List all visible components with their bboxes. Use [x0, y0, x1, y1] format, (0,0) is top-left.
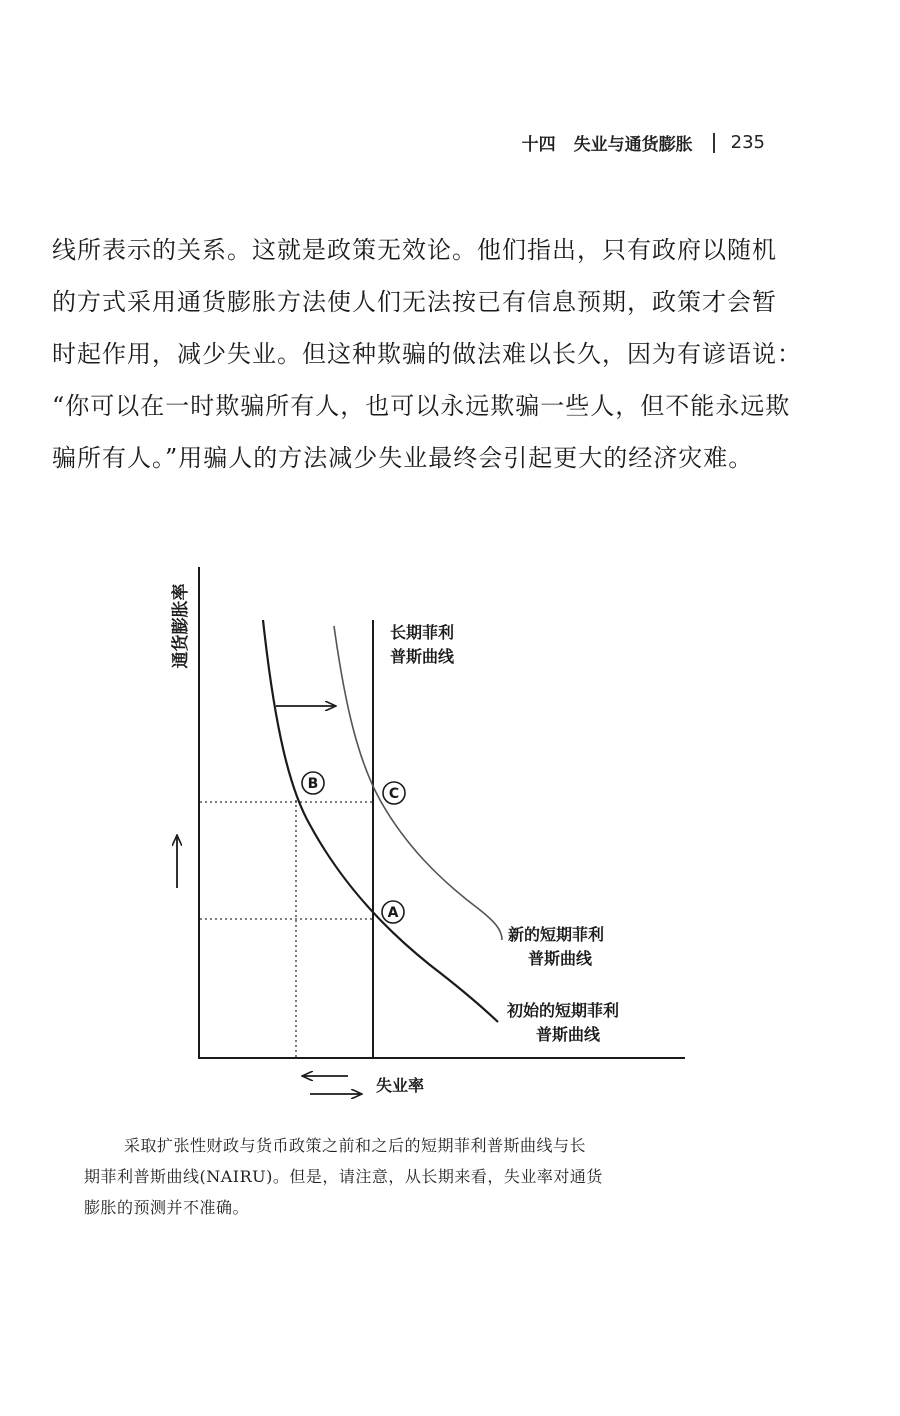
new-short-run-curve: [334, 626, 502, 940]
long-run-label-line-1: 长期菲利: [390, 623, 455, 642]
initial-curve-label-line-1: 初始的短期菲利: [507, 1001, 620, 1020]
initial-curve-label-line-2: 普斯曲线: [536, 1025, 601, 1044]
body-paragraph: [52, 224, 802, 484]
initial-short-run-curve: [263, 620, 498, 1022]
long-run-label-line-2: 普斯曲线: [390, 647, 455, 666]
figure-caption: [84, 1130, 754, 1223]
chapter-number: 十四: [521, 135, 556, 155]
body-line-2: 的方式采用通货膨胀方法使人们无法按已有信息预期，政策才会暂: [52, 288, 777, 316]
new-curve-label-line-1: 新的短期菲利: [508, 925, 605, 944]
chapter-title: 失业与通货膨胀: [573, 135, 693, 155]
running-header: [522, 130, 765, 155]
page-number: 235: [730, 132, 765, 153]
body-line-5: 骗所有人。”用骗人的方法减少失业最终会引起更大的经济灾难。: [52, 444, 754, 472]
point-b-marker: [302, 772, 324, 794]
new-curve-label-line-2: 普斯曲线: [528, 949, 593, 968]
caption-line-3: 膨胀的预测并不准确。: [84, 1198, 250, 1217]
point-a-label: A: [387, 905, 399, 921]
body-line-1: 线所表示的关系。这就是政策无效论。他们指出，只有政府以随机: [52, 236, 777, 264]
x-axis-label: 失业率: [376, 1076, 425, 1095]
body-line-3: 时起作用，减少失业。但这种欺骗的做法难以长久，因为有谚语说：: [52, 340, 802, 368]
phillips-curve-figure: [150, 560, 710, 1120]
caption-line-1: 采取扩张性财政与货币政策之前和之后的短期菲利普斯曲线与长: [124, 1136, 587, 1155]
point-b-label: B: [307, 776, 319, 792]
point-c-label: C: [388, 786, 400, 802]
point-a-marker: [382, 901, 404, 923]
phillips-curve-diagram: [150, 560, 710, 1120]
point-c-marker: [383, 782, 405, 804]
y-axis-label: 通货膨胀率: [171, 583, 191, 669]
caption-line-2: 期菲利普斯曲线(NAIRU)。但是，请注意，从长期来看，失业率对通货: [84, 1167, 603, 1186]
header-divider: [713, 133, 715, 153]
body-line-4: “你可以在一时欺骗所有人，也可以永远欺骗一些人，但不能永远欺: [52, 392, 791, 420]
